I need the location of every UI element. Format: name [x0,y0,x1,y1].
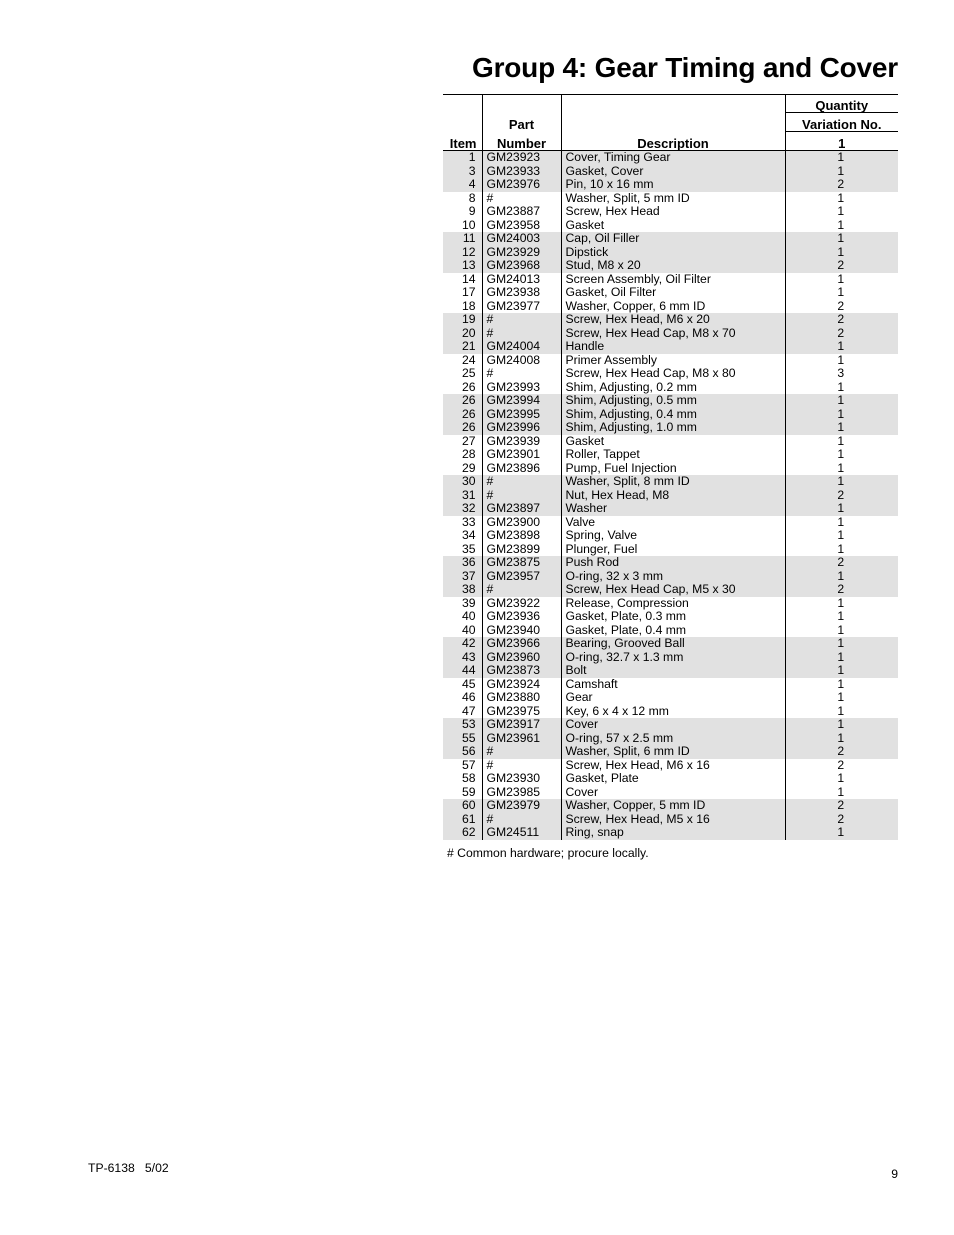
table-row [443,637,898,651]
quantity: 1 [837,380,845,394]
header-part-spacer [482,95,561,113]
table-row [443,529,898,543]
table-row [443,408,898,422]
quantity: 2 [785,489,898,503]
item-number: 11 [443,232,482,246]
header-quantity: Quantity [785,95,898,113]
table-row [443,327,898,341]
quantity: 3 [837,367,845,380]
item-number: 24 [443,354,482,368]
quantity: 2 [785,583,898,597]
item-number: 26 [443,394,482,408]
header-description: Description [561,132,785,151]
table-row [443,651,898,665]
part-number: GM23993 [482,381,561,395]
part-number: # [482,759,561,773]
description: Valve [561,516,785,530]
item-number: 13 [443,259,482,273]
table-row [443,799,898,813]
table-row [443,583,898,597]
description: Stud, M8 x 20 [561,259,785,273]
part-number: # [482,475,561,489]
description: Screen Assembly, Oil Filter [561,273,785,287]
quantity: 1 [837,448,845,461]
item-number: 55 [443,732,482,746]
header-item-spacer [443,95,482,113]
table-row [443,192,898,206]
item-number: 19 [443,313,482,327]
part-number: GM23979 [482,799,561,813]
description: Spring, Valve [561,529,785,543]
item-number: 29 [443,462,482,476]
quantity: 1 [837,704,845,718]
table-row [443,313,898,327]
table-row [443,205,898,219]
description: Gasket [561,219,785,233]
item-number: 3 [443,165,482,179]
item-number: 42 [443,637,482,651]
part-number: GM23940 [482,624,561,638]
header-item: Item [443,132,482,151]
description: Washer, Copper, 5 mm ID [561,799,785,813]
part-number: GM23875 [482,556,561,570]
item-number: 43 [443,651,482,665]
header-variation: Variation No. [785,113,898,132]
item-number: 33 [443,516,482,530]
quantity: 2 [785,313,898,327]
item-number: 26 [443,381,482,395]
quantity: 1 [785,246,898,260]
quantity: 1 [837,205,845,218]
quantity: 2 [785,178,898,192]
quantity: 1 [837,542,845,556]
description: Screw, Hex Head, M5 x 16 [561,813,785,827]
description: Ring, snap [561,826,785,840]
description: Key, 6 x 4 x 12 mm [561,705,785,719]
part-number: GM23938 [482,286,561,300]
table-row [443,448,898,462]
quantity: 1 [785,475,898,489]
description: Nut, Hex Head, M8 [561,489,785,503]
description: Cover [561,718,785,732]
document-id: TP-6138 5/02 [88,1161,169,1175]
item-number: 62 [443,826,482,840]
description: Cover [561,786,785,800]
item-number: 12 [443,246,482,260]
part-number: # [482,813,561,827]
part-number: GM23900 [482,516,561,530]
quantity: 1 [785,664,898,678]
table-row [443,745,898,759]
table-row [443,664,898,678]
part-number: GM23897 [482,502,561,516]
table-row [443,232,898,246]
table-row [443,556,898,570]
quantity: 1 [785,637,898,651]
item-number: 21 [443,340,482,354]
part-number: GM23899 [482,543,561,557]
table-row [443,759,898,773]
description: Handle [561,340,785,354]
description: O-ring, 32.7 x 1.3 mm [561,651,785,665]
quantity: 2 [785,556,898,570]
quantity: 2 [785,259,898,273]
description: O-ring, 57 x 2.5 mm [561,732,785,746]
item-number: 36 [443,556,482,570]
description: Cap, Oil Filler [561,232,785,246]
item-number: 53 [443,718,482,732]
quantity: 1 [785,165,898,179]
table-row [443,421,898,435]
quantity: 2 [785,327,898,341]
description: Gasket, Oil Filter [561,286,785,300]
quantity: 2 [785,745,898,759]
table-row [443,624,898,638]
description: Washer, Split, 5 mm ID [561,192,785,206]
part-number: GM23995 [482,408,561,422]
part-number: GM23957 [482,570,561,584]
item-number: 37 [443,570,482,584]
table-row [443,219,898,233]
description: Camshaft [561,678,785,692]
quantity: 1 [837,610,845,623]
description: Dipstick [561,246,785,260]
part-number: GM23939 [482,435,561,449]
page-title: Group 4: Gear Timing and Cover [471,52,898,83]
item-number: 14 [443,273,482,287]
part-number: GM23887 [482,205,561,219]
quantity: 1 [785,718,898,732]
page-number: 9 [891,1167,898,1181]
description: Roller, Tappet [561,448,785,462]
part-number: GM24013 [482,273,561,287]
description: Shim, Adjusting, 0.4 mm [561,408,785,422]
table-row [443,165,898,179]
item-number: 17 [443,286,482,300]
quantity: 1 [837,191,845,205]
description: Shim, Adjusting, 0.2 mm [561,381,785,395]
table-row [443,543,898,557]
table-row [443,286,898,300]
quantity: 1 [837,515,845,529]
part-number: GM23896 [482,462,561,476]
table-row [443,273,898,287]
item-number: 26 [443,408,482,422]
part-number: GM23936 [482,610,561,624]
table-row [443,502,898,516]
quantity: 1 [837,461,845,475]
quantity: 1 [837,772,845,785]
description: Screw, Hex Head Cap, M5 x 30 [561,583,785,597]
quantity: 2 [785,813,898,827]
header-desc-spacer [561,95,785,113]
description: Pump, Fuel Injection [561,462,785,476]
table-row [443,462,898,476]
quantity: 1 [837,596,845,610]
quantity: 1 [785,651,898,665]
item-number: 30 [443,475,482,489]
part-number: GM23901 [482,448,561,462]
part-number: # [482,489,561,503]
item-number: 10 [443,219,482,233]
part-number: # [482,327,561,341]
part-number: GM24511 [482,826,561,840]
description: Washer, Split, 8 mm ID [561,475,785,489]
quantity: 2 [837,758,845,772]
header-item-spacer [443,113,482,132]
table-row [443,786,898,800]
item-number: 26 [443,421,482,435]
quantity: 1 [785,570,898,584]
quantity: 2 [785,799,898,813]
table-row [443,178,898,192]
part-number: GM23960 [482,651,561,665]
description: Washer [561,502,785,516]
item-number: 20 [443,327,482,341]
description: Screw, Hex Head, M6 x 16 [561,759,785,773]
part-number: GM23961 [482,732,561,746]
part-number: GM24008 [482,354,561,368]
part-number: GM23958 [482,219,561,233]
part-number: GM23873 [482,664,561,678]
part-number: GM23898 [482,529,561,543]
quantity: 1 [837,677,845,691]
item-number: 45 [443,678,482,692]
description: Bolt [561,664,785,678]
description: Washer, Split, 6 mm ID [561,745,785,759]
item-number: 56 [443,745,482,759]
description: Screw, Hex Head [561,205,785,219]
table-row [443,678,898,692]
item-number: 39 [443,597,482,611]
description: Gasket, Plate [561,772,785,786]
description: Push Rod [561,556,785,570]
quantity: 1 [837,353,845,367]
item-number: 40 [443,610,482,624]
description: Screw, Hex Head, M6 x 20 [561,313,785,327]
quantity: 1 [785,340,898,354]
description: Screw, Hex Head Cap, M8 x 80 [561,367,785,381]
description: Gasket, Plate, 0.3 mm [561,610,785,624]
header-variation-number: 1 [785,132,898,151]
description: Primer Assembly [561,354,785,368]
description: Gear [561,691,785,705]
table-row [443,340,898,354]
part-number: GM23924 [482,678,561,692]
item-number: 60 [443,799,482,813]
item-number: 34 [443,529,482,543]
part-number: GM23930 [482,772,561,786]
table-row [443,597,898,611]
parts-table-body [443,151,898,840]
header-part-line2: Number [482,132,561,151]
table-row [443,489,898,503]
parts-table [443,94,898,840]
part-number: GM23996 [482,421,561,435]
item-number: 18 [443,300,482,314]
item-number: 4 [443,178,482,192]
table-row [443,381,898,395]
item-number: 47 [443,705,482,719]
table-row [443,570,898,584]
item-number: 38 [443,583,482,597]
description: Shim, Adjusting, 1.0 mm [561,421,785,435]
quantity: 1 [837,434,845,448]
item-number: 9 [443,205,482,219]
part-number: GM23929 [482,246,561,260]
table-row [443,705,898,719]
part-number: GM23923 [482,151,561,165]
part-number: # [482,745,561,759]
part-number: GM23977 [482,300,561,314]
item-number: 44 [443,664,482,678]
table-row [443,691,898,705]
table-row [443,300,898,314]
table-row [443,732,898,746]
table-row [443,151,898,165]
quantity: 1 [837,691,845,704]
quantity: 1 [785,408,898,422]
description: Screw, Hex Head Cap, M8 x 70 [561,327,785,341]
part-number: GM23933 [482,165,561,179]
table-row [443,259,898,273]
quantity: 1 [785,421,898,435]
header-desc-spacer [561,113,785,132]
part-number: GM23880 [482,691,561,705]
table-row [443,772,898,786]
item-number: 46 [443,691,482,705]
table-row [443,475,898,489]
part-number: GM23976 [482,178,561,192]
part-number: GM23994 [482,394,561,408]
part-number: # [482,313,561,327]
part-number: GM23922 [482,597,561,611]
part-number: GM23975 [482,705,561,719]
table-row [443,246,898,260]
description: Gasket, Plate, 0.4 mm [561,624,785,638]
quantity: 1 [785,151,898,165]
description: Plunger, Fuel [561,543,785,557]
part-number: GM23966 [482,637,561,651]
quantity: 2 [837,299,845,313]
part-number: GM23917 [482,718,561,732]
table-row [443,610,898,624]
footnote: # Common hardware; procure locally. [447,846,649,860]
quantity: 1 [837,218,845,232]
quantity: 1 [785,394,898,408]
quantity: 1 [837,272,845,286]
description: Release, Compression [561,597,785,611]
description: Cover, Timing Gear [561,151,785,165]
item-number: 32 [443,502,482,516]
parts-table-header [443,95,898,151]
item-number: 8 [443,192,482,206]
item-number: 25 [443,367,482,381]
quantity: 1 [837,623,845,637]
quantity: 1 [837,286,845,299]
item-number: 1 [443,151,482,165]
table-row [443,516,898,530]
description: Bearing, Grooved Ball [561,637,785,651]
item-number: 31 [443,489,482,503]
quantity: 1 [785,232,898,246]
description: Gasket [561,435,785,449]
quantity: 1 [785,732,898,746]
table-row [443,813,898,827]
part-number: GM24004 [482,340,561,354]
item-number: 58 [443,772,482,786]
item-number: 57 [443,759,482,773]
description: O-ring, 32 x 3 mm [561,570,785,584]
table-row [443,354,898,368]
item-number: 35 [443,543,482,557]
description: Gasket, Cover [561,165,785,179]
item-number: 59 [443,786,482,800]
part-number: # [482,192,561,206]
item-number: 40 [443,624,482,638]
part-number: GM23985 [482,786,561,800]
table-row [443,718,898,732]
description: Pin, 10 x 16 mm [561,178,785,192]
table-row [443,367,898,381]
item-number: 27 [443,435,482,449]
item-number: 28 [443,448,482,462]
part-number: # [482,367,561,381]
item-number: 61 [443,813,482,827]
table-row [443,435,898,449]
quantity: 1 [785,826,898,840]
table-row [443,394,898,408]
description: Shim, Adjusting, 0.5 mm [561,394,785,408]
quantity: 1 [837,785,845,799]
part-number: GM24003 [482,232,561,246]
quantity: 1 [785,502,898,516]
header-part-line1: Part [482,113,561,132]
part-number: GM23968 [482,259,561,273]
quantity: 1 [837,529,845,542]
table-row [443,826,898,840]
description: Washer, Copper, 6 mm ID [561,300,785,314]
part-number: # [482,583,561,597]
